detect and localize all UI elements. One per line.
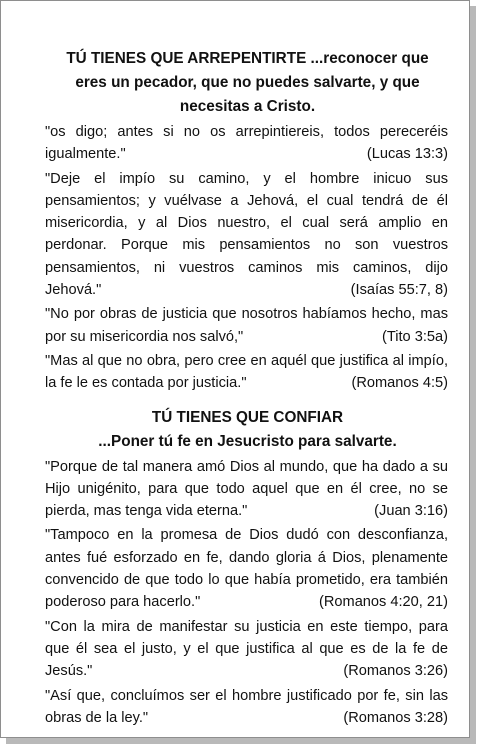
heading-line: necesitas a Cristo.	[179, 98, 316, 115]
verse-romanos-4-5	[45, 350, 448, 395]
verse-text: "Con la mira de manifestar su justicia en este tiempo, para que él sea el justo, y el que justifica al que es de la fe de Jesús."	[45, 618, 448, 680]
verse-text: "Tampoco en la promesa de Dios dudó con desconfianza, antes fué esforzado en fe, dando gloria á Dios, plenamente convencido de que todo lo que había prometido, era también poderoso para hacerlo."	[45, 527, 448, 611]
heading-line: eres un pecador, que no puedes salvarte, y que	[75, 74, 420, 91]
verse-text: "No por obras de justicia que nosotros habíamos hecho, mas por su misericordia nos salvó,"	[45, 306, 448, 345]
verse-romanos-4-20-21	[45, 524, 448, 613]
verse-text: "Así que, concluímos ser el hombre justificado por fe, sin las obras de la ley."	[45, 687, 448, 726]
section-heading-repent	[45, 47, 448, 119]
verse-reference: (Isaías 55:7, 8)	[350, 282, 448, 299]
verse-reference: (Lucas 13:3)	[366, 146, 448, 163]
verse-reference: (Romanos 3:28)	[343, 709, 448, 726]
verse-juan-3-16	[45, 456, 448, 523]
verse-romanos-3-26	[45, 616, 448, 683]
verse-reference: (Romanos 3:26)	[343, 663, 448, 680]
verse-lucas-13-3	[45, 121, 448, 166]
verse-text: "Mas al que no obra, pero cree en aquél que justifica al impío, la fe le es contada por justicia."	[45, 352, 448, 392]
verse-reference: (Romanos 4:20, 21)	[319, 594, 448, 611]
verse-text: "Porque de tal manera amó Dios al mundo, que ha dado a su Hijo unigénito, para que todo aquel que en él cree, no se pierda, mas tenga vida eterna."	[45, 458, 448, 520]
heading-line: TÚ TIENES QUE ARREPENTIRTE ...reconocer que	[66, 50, 429, 67]
heading-line: ...Poner tú fe en Jesucristo para salvarte.	[98, 432, 397, 450]
verse-reference: (Tito 3:5a)	[382, 328, 448, 345]
verse-reference: (Juan 3:16)	[374, 503, 448, 520]
verse-tito-3-5a	[45, 303, 448, 348]
section-heading-trust	[45, 406, 448, 454]
verse-text: "os digo; antes si no os arrepintiereis, todos pereceréis igualmente."	[45, 124, 448, 163]
verse-reference: (Romanos 4:5)	[351, 375, 448, 392]
verse-text: "Deje el impío su camino, y el hombre inicuo sus pensamientos; y vuélvase a Jehová, el cual tendrá de él misericordia, y al Dios nuestro, el cual será amplio en perdonar. Porque mis pensamientos no son vuestros pensamientos, ni vuestros caminos mis caminos, dijo Jehová."	[45, 170, 448, 299]
verse-isaias-55-7-8	[45, 168, 448, 302]
verse-romanos-3-28	[45, 685, 448, 730]
heading-line: TÚ TIENES QUE CONFIAR	[151, 408, 344, 426]
